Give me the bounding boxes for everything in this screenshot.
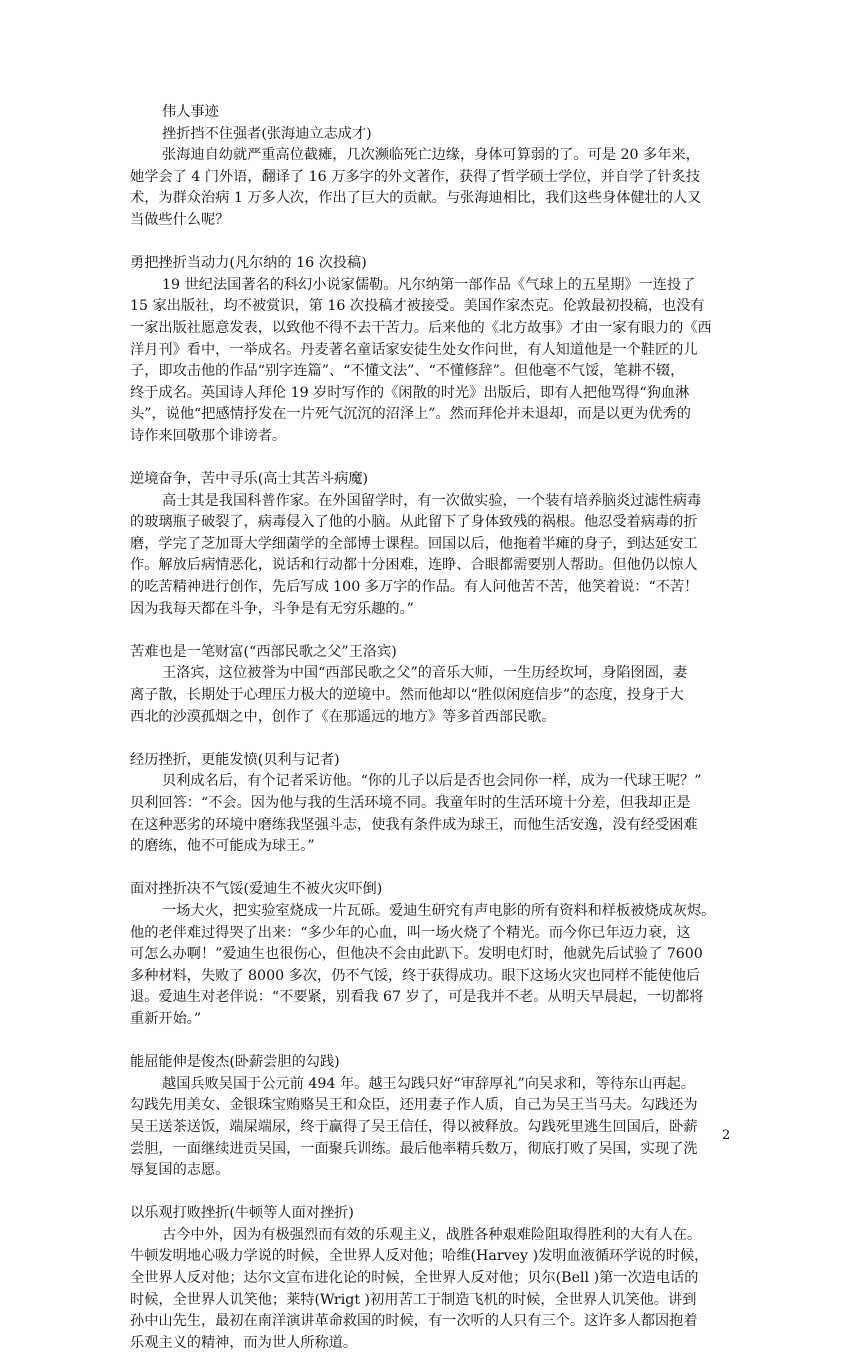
paragraph-line: 多种材料，失败了 8000 多次，仍不气馁，终于获得成功。眼下这场火灾也同样不能使他后 — [130, 967, 701, 984]
paragraph-line: 当做些什么呢？ — [130, 211, 230, 228]
paragraph-line: 的吃苦精神进行创作，先后写成 100 多万字的作品。有人问他苦不苦，他笑着说：“不苦！ — [130, 579, 699, 596]
section-heading: 挫折挡不住强者(张海迪立志成才) — [162, 125, 372, 142]
paragraph-line: 洋月刊》看中，一举成名。丹麦著名童话家安徒生处女作问世，有人知道他是一个鞋匠的儿 — [130, 341, 698, 358]
section-heading: 逆境奋争，苦中寻乐(高士其苦斗病魔) — [130, 471, 369, 488]
paragraph-line: 吴王送茶送饭，端屎端尿，终于赢得了吴王信任，得以被释放。勾践死里逃生回国后，卧薪 — [130, 1118, 698, 1135]
paragraph-line: 诗作来回敬那个诽谤者。 — [130, 427, 287, 444]
paragraph-line: 退。爱迪生对老伴说：“不要紧，别看我 67 岁了，可是我并不老。从明天早晨起，一切都将 — [130, 989, 704, 1006]
section-heading: 经历挫折，更能发愤(贝利与记者) — [130, 751, 340, 768]
section-gap — [130, 728, 730, 750]
section-heading: 以乐观打败挫折(牛顿等人面对挫折) — [130, 1205, 354, 1222]
paragraph-line: 贝利成名后，有个记者采访他。“你的儿子以后是否也会同你一样，成为一代球王呢？” — [162, 773, 702, 790]
section-gap — [130, 232, 730, 254]
paragraph-line: 乐观主义的精神，而为世人所称道。 — [130, 1334, 358, 1351]
paragraph-line: 离子散，长期处于心理压力极大的逆境中。然而他却以“胜似闲庭信步”的态度，投身于大 — [130, 687, 684, 704]
paragraph-line: 可怎么办啊！”爱迪生也很伤心，但他决不会由此趴下。发明电灯时，他就先后试验了 7600 — [130, 946, 703, 963]
paragraph-line: 一家出版社愿意发表，以致他不得不去干苦力。后来他的《北方故事》才由一家有眼力的《西 — [130, 319, 712, 336]
section-heading: 面对挫折决不气馁(爱迪生不被火灾吓倒) — [130, 881, 383, 898]
paragraph-line: 越国兵败吴国于公元前 494 年。越王勾践只好“审辞厚礼”向吴求和，等待东山再起。 — [162, 1075, 695, 1092]
paragraph-line: 的玻璃瓶子破裂了，病毒侵入了他的小脑。从此留下了身体致残的祸根。他忍受着病毒的折 — [130, 514, 698, 531]
document-title: 伟人事迹 — [162, 104, 219, 120]
paragraph-line: 的磨练，他不可能成为球王。” — [130, 838, 315, 855]
section-gap — [130, 858, 730, 880]
paragraph-line: 全世界人反对他；达尔文宣布进化论的时候，全世界人反对他；贝尔(Bell )第一次造电话的 — [130, 1270, 699, 1287]
paragraph-line: 磨，学完了芝加哥大学细菌学的全部博士课程。回国以后，他拖着半瘫的身子，到达延安工 — [130, 535, 698, 552]
paragraph-line: 时候，全世界人讥笑他；莱特(Wrigt )初用苦工于制造飞机的时候，全世界人讥笑他。讲到 — [130, 1291, 697, 1308]
section-heading: 苦难也是一笔财富(“西部民歌之父”王洛宾) — [130, 643, 397, 660]
paragraph-line: 她学会了 4 门外语，翻译了 16 万多字的外文著作，获得了哲学硕士学位，并自学了针炙技 — [130, 168, 701, 185]
section-gap — [130, 1182, 730, 1204]
paragraph-line: 辱复国的志愿。 — [130, 1162, 230, 1179]
section-heading: 能屈能伸是俊杰(卧薪尝胆的勾践) — [130, 1054, 340, 1071]
paragraph-line: 勾践先用美女、金银珠宝贿赂吴王和众臣，还用妻子作人质，自己为吴王当马夫。勾践还为 — [130, 1097, 698, 1114]
paragraph-line: 张海迪自幼就严重高位截瘫，几次濒临死亡边缘，身体可算弱的了。可是 20 多年来， — [162, 147, 700, 164]
section-gap — [130, 620, 730, 642]
paragraph-line: 终于成名。英国诗人拜伦 19 岁时写作的《闲散的时光》出版后，即有人把他骂得“狗血淋 — [130, 384, 690, 401]
paragraph-line: 尝胆，一面继续进贡吴国，一面聚兵训练。最后他率精兵数万，彻底打败了吴国，实现了洗 — [130, 1140, 698, 1157]
paragraph-line: 19 世纪法国著名的科幻小说家儒勒。凡尔纳第一部作品《气球上的五星期》一连投了 — [162, 276, 696, 293]
paragraph-line: 作。解放后病情恶化，说话和行动都十分困难，连睁、合眼都需要别人帮助。但他仍以惊人 — [130, 557, 698, 574]
section-heading: 勇把挫折当动力(凡尔纳的 16 次投稿) — [130, 255, 367, 272]
paragraph-line: 15 家出版社，均不被赏识，第 16 次投稿才被接受。美国作家杰克。伦敦最初投稿，也没有 — [130, 298, 705, 315]
document-body — [130, 102, 730, 1354]
paragraph-line: 高士其是我国科普作家。在外国留学时，有一次做实验，一个装有培养脑炎过滤性病毒 — [162, 492, 702, 509]
paragraph-line: 贝利回答：“不会。因为他与我的生活环境不同。我童年时的生活环境十分差，但我却正是 — [130, 795, 691, 811]
paragraph-line: 子，即攻击他的作品“别字连篇”、“不懂文法”、“不懂修辞”。但他毫不气馁，笔耕不辍， — [130, 363, 685, 380]
paragraph-line: 西北的沙漠孤烟之中，创作了《在那遥远的地方》等多首西部民歌。 — [130, 708, 556, 725]
paragraph-line: 在这种恶劣的环境中磨练我坚强斗志，使我有条件成为球王，而他生活安逸，没有经受困难 — [130, 816, 698, 833]
paragraph-line: 术，为群众治病 1 万多人次，作出了巨大的贡献。与张海迪相比，我们这些身体健壮的人又 — [130, 190, 702, 207]
paragraph-line: 孙中山先生，最初在南洋演讲革命救国的时候，有一次听的人只有三个。这许多人都因抱着 — [130, 1313, 698, 1330]
paragraph-line: 一场大火，把实验室烧成一片瓦砾。爱迪生研究有声电影的所有资料和样板被烧成灰烬。 — [162, 902, 716, 919]
paragraph-line: 古今中外，因为有极强烈而有效的乐观主义，战胜各种艰难险阻取得胜利的大有人在。 — [162, 1226, 702, 1243]
paragraph-line: 重新开始。” — [130, 1010, 202, 1027]
paragraph-line: 他的老伴难过得哭了出来：“多少年的心血，叫一场火烧了个精光。而今你已年迈力衰，这 — [130, 924, 691, 941]
section-gap — [130, 448, 730, 470]
paragraph-line: 因为我每天都在斗争，斗争是有无穷乐趣的。” — [130, 600, 414, 617]
paragraph-line: 王洛宾，这位被誉为中国“西部民歌之父”的音乐大师，一生历经坎坷，身陷囹圄，妻 — [162, 665, 688, 682]
page-number: 2 — [722, 1128, 731, 1143]
paragraph-line: 头”，说他“把感情抒发在一片死气沉沉的沼泽上”。然而拜伦并未退却，而是以更为优秀的 — [130, 406, 691, 423]
paragraph-line: 牛顿发明地心吸力学说的时候，全世界人反对他；哈维(Harvey )发明血液循环学说的时候， — [130, 1248, 709, 1265]
section-gap — [130, 1031, 730, 1053]
